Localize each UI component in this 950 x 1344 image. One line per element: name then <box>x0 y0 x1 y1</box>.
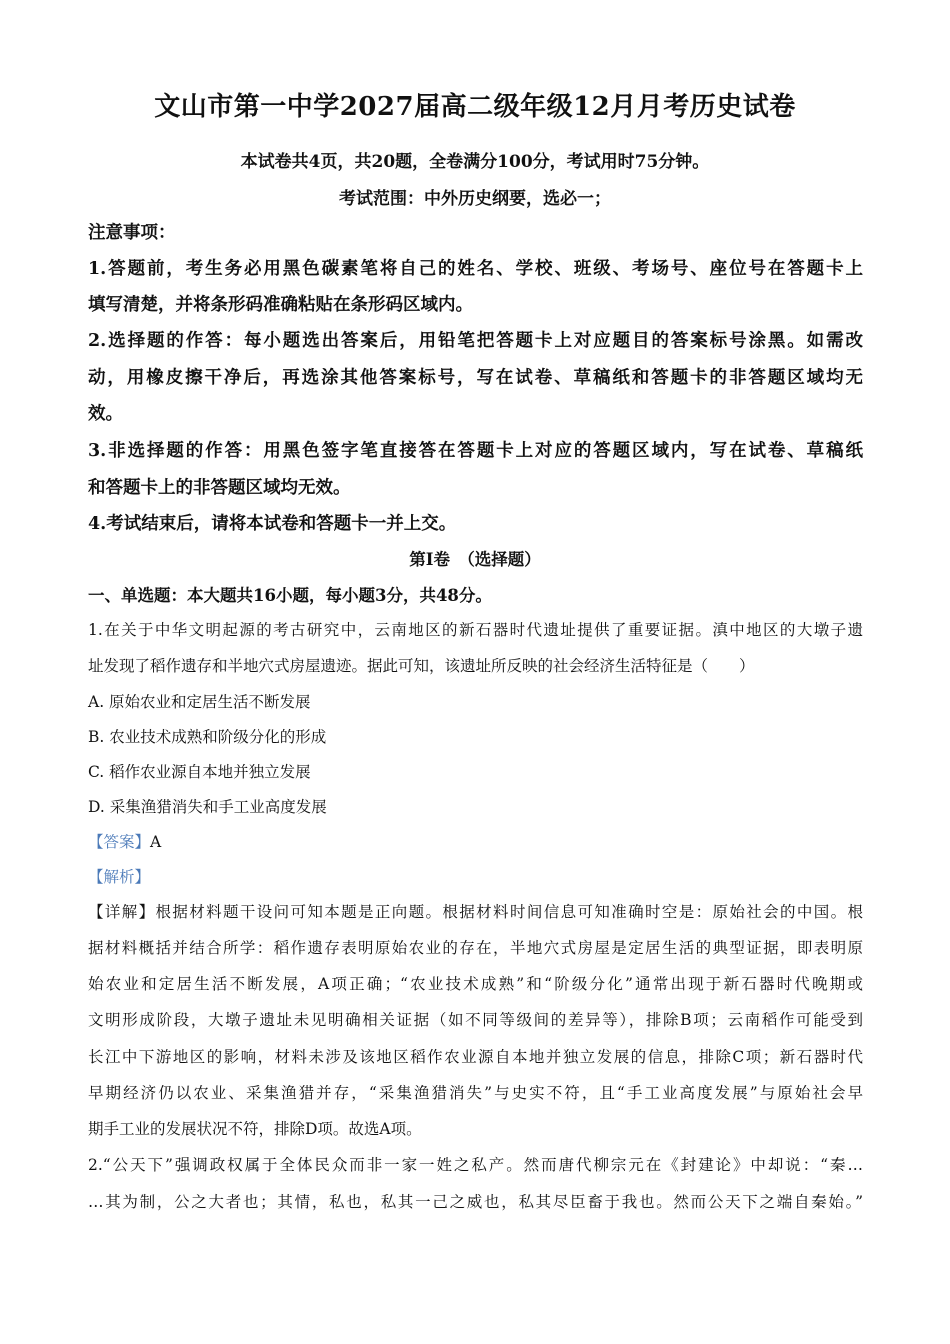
q1-option-c: C. 稻作农业源自本地并独立发展 <box>88 763 311 781</box>
notes-line: 效。 <box>88 404 123 424</box>
section-title: 第Ⅰ卷 （选择题） <box>409 550 541 569</box>
notes-line: 1.答题前，考生务必用黑色碳素笔将自己的姓名、学校、班级、考场号、座位号在答题卡上 <box>88 259 863 279</box>
q1-detail-line: 早期经济仍以农业、采集渔猎并存，“采集渔猎消失”与史实不符，且“手工业高度发展”与原始社会早 <box>88 1084 863 1102</box>
q1-stem-line: 址发现了稻作遗存和半地穴式房屋遗迹。据此可知，该遗址所反映的社会经济生活特征是（ ） <box>88 657 755 675</box>
q1-option-d: D. 采集渔猎消失和手工业高度发展 <box>88 798 327 816</box>
q2-stem-line: …其为制，公之大者也；其情，私也，私其一己之威也，私其尽臣畜于我也。然而公天下之端自秦始。” <box>88 1193 863 1211</box>
answer-value: A <box>150 833 162 851</box>
q1-detail-line: 文明形成阶段，大墩子遗址未见明确相关证据（如不同等级间的差异等），排除B项；云南稻作可能受到 <box>88 1011 863 1029</box>
q1-detail-line: 【详解】根据材料题干设问可知本题是正向题。根据材料时间信息可知准确时空是：原始社会的中国。根 <box>88 903 863 921</box>
exam-title: 文山市第一中学2027届高二级年级12月月考历史试卷 <box>154 92 796 122</box>
section-part: 一、单选题：本大题共16小题，每小题3分，共48分。 <box>88 586 492 605</box>
q1-detail-line: 期手工业的发展状况不符，排除D项。故选A项。 <box>88 1120 422 1138</box>
notes-line: 动，用橡皮擦干净后，再选涂其他答案标号，写在试卷、草稿纸和答题卡的非答题区域均无 <box>88 368 863 388</box>
q1-option-a: A. 原始农业和定居生活不断发展 <box>88 693 311 711</box>
q1-answer <box>88 830 863 852</box>
q2-stem-line: 2.“公天下”强调政权属于全体民众而非一家一姓之私产。然而唐代柳宗元在《封建论》中却说：“秦… <box>88 1156 863 1174</box>
exam-info: 本试卷共4页，共20题，全卷满分100分，考试用时75分钟。 <box>240 152 710 172</box>
notes-line: 2.选择题的作答：每小题选出答案后，用铅笔把答题卡上对应题目的答案标号涂黑。如需改 <box>88 331 863 351</box>
q1-option-b: B. 农业技术成熟和阶级分化的形成 <box>88 728 327 746</box>
answer-label: 【答案】 <box>88 833 151 851</box>
analysis-label: 【解析】 <box>88 868 151 886</box>
q1-detail-line: 据材料概括并结合所学：稻作遗存表明原始农业的存在，半地穴式房屋是定居生活的典型证据，即表明原 <box>88 939 863 957</box>
notes-line: 3.非选择题的作答：用黑色签字笔直接答在答题卡上对应的答题区域内，写在试卷、草稿纸 <box>88 441 863 461</box>
notes-line: 4.考试结束后，请将本试卷和答题卡一并上交。 <box>88 514 457 534</box>
exam-scope: 考试范围：中外历史纲要，选必一； <box>339 189 611 209</box>
q1-detail-line: 始农业和定居生活不断发展，A项正确；“农业技术成熟”和“阶级分化”通常出现于新石器时代晚期或 <box>88 975 863 993</box>
q1-detail-line: 长江中下游地区的影响，材料未涉及该地区稻作农业源自本地并独立发展的信息，排除C项；新石器时代 <box>88 1048 863 1066</box>
notes-heading: 注意事项： <box>88 223 176 243</box>
notes-line: 和答题卡上的非答题区域均无效。 <box>88 478 351 498</box>
notes-line: 填写清楚，并将条形码准确粘贴在条形码区域内。 <box>88 295 473 315</box>
q1-stem-line: 1.在关于中华文明起源的考古研究中，云南地区的新石器时代遗址提供了重要证据。滇中地区的大墩子遗 <box>88 621 863 639</box>
